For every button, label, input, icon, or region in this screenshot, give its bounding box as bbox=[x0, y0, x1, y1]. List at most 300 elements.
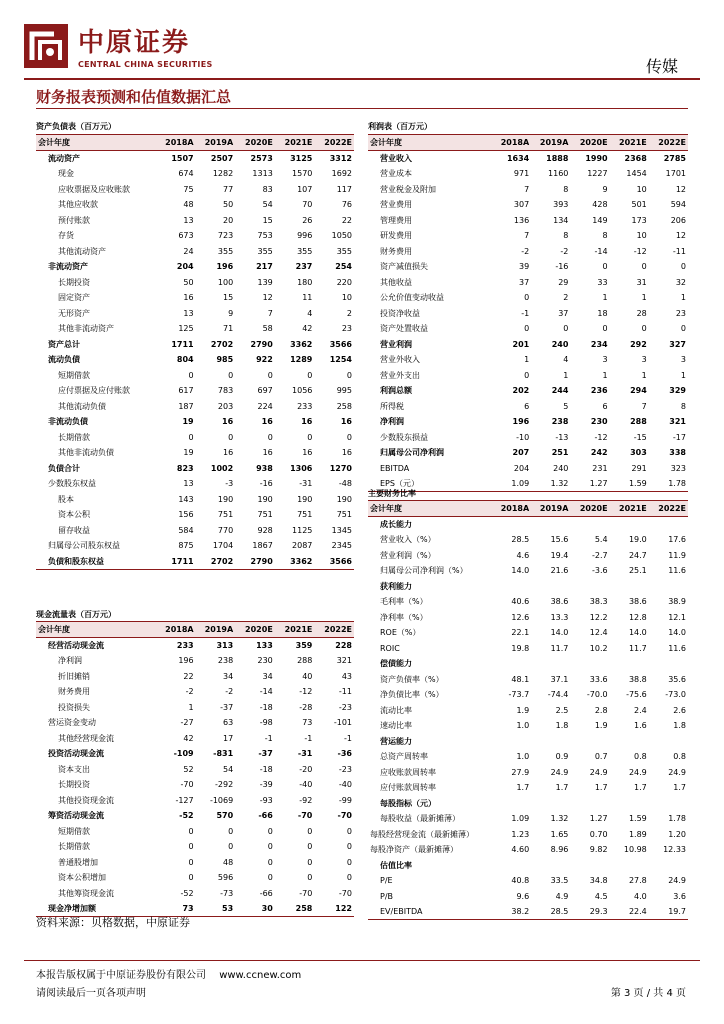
cell-value: 28 bbox=[636, 308, 647, 318]
cell-value: 40 bbox=[302, 671, 313, 681]
table-row bbox=[368, 213, 688, 229]
cell-value: 1050 bbox=[331, 231, 352, 241]
cell-value: -109 bbox=[173, 749, 194, 759]
cell-value: 2087 bbox=[292, 541, 313, 551]
row-label: 营业外支出 bbox=[380, 370, 420, 380]
row-label: 少数股东损益 bbox=[380, 432, 428, 442]
cell-value: 5.4 bbox=[594, 535, 608, 545]
cell-value: 14.0 bbox=[668, 628, 686, 638]
cell-value: 4.9 bbox=[555, 891, 569, 901]
cell-value: 0 bbox=[307, 842, 313, 852]
cell-value: 0 bbox=[680, 262, 686, 272]
table-row bbox=[368, 461, 688, 477]
row-label: 长期投资 bbox=[58, 780, 90, 790]
cell-value: 53 bbox=[196, 901, 236, 917]
cell-value: 27.9 bbox=[511, 767, 530, 777]
cell-value: 233 bbox=[297, 401, 313, 411]
cell-value: 1306 bbox=[290, 463, 313, 473]
cell-value: 1.59 bbox=[628, 814, 647, 824]
table-row bbox=[368, 259, 688, 275]
row-label: 财务费用 bbox=[58, 687, 90, 697]
cell-value: 134 bbox=[553, 215, 569, 225]
cell-value: 38.9 bbox=[668, 597, 686, 607]
cell-value: 1701 bbox=[665, 169, 686, 179]
cell-value: 207 bbox=[512, 448, 530, 458]
cell-value: 3 bbox=[680, 355, 686, 365]
cell-value: 823 bbox=[176, 463, 194, 473]
table-row bbox=[36, 259, 354, 275]
cell-value: 359 bbox=[295, 641, 313, 650]
cell-value: 1.7 bbox=[516, 783, 530, 793]
cell-value: -74.4 bbox=[547, 690, 569, 700]
logo-text: 中原证券 bbox=[78, 28, 191, 58]
row-label: 资产减值损失 bbox=[380, 262, 428, 272]
row-label: 净利润 bbox=[380, 417, 404, 427]
cell-value bbox=[649, 796, 688, 812]
cell-value: -70 bbox=[337, 811, 352, 821]
cell-value bbox=[531, 858, 570, 874]
row-label: 所得税 bbox=[380, 401, 404, 411]
table-row bbox=[368, 796, 688, 812]
cell-value: 875 bbox=[178, 541, 194, 551]
cell-value: -14 bbox=[594, 246, 608, 256]
cell-value bbox=[570, 858, 609, 874]
cell-value: 12.6 bbox=[511, 612, 530, 622]
cell-value: 2.8 bbox=[594, 705, 608, 715]
cell-value: -292 bbox=[215, 780, 234, 790]
title-divider bbox=[36, 108, 688, 109]
row-label: 其他经营现金流 bbox=[58, 733, 114, 743]
cell-value: 1.59 bbox=[610, 476, 649, 492]
row-label: 股本 bbox=[58, 494, 74, 504]
cell-value: 30 bbox=[235, 901, 275, 917]
cell-value: 4 bbox=[563, 355, 569, 365]
page-header bbox=[24, 20, 700, 80]
cell-value bbox=[610, 858, 649, 874]
column-header: 2022E bbox=[649, 135, 688, 151]
column-header: 2018A bbox=[492, 501, 531, 517]
financial-ratios-table bbox=[368, 500, 688, 920]
cell-value: 24.9 bbox=[550, 767, 569, 777]
cell-value: 0 bbox=[267, 370, 273, 380]
cell-value bbox=[610, 579, 649, 595]
cell-value bbox=[492, 517, 531, 533]
cell-value: 1692 bbox=[331, 169, 352, 179]
row-label: 其他应收款 bbox=[58, 200, 98, 210]
cell-value bbox=[610, 734, 649, 750]
cell-value: 2785 bbox=[663, 154, 686, 163]
cell-value: 751 bbox=[297, 510, 313, 520]
row-label: 净利率（%） bbox=[380, 612, 428, 622]
cell-value: -39 bbox=[259, 780, 273, 790]
cell-value: 996 bbox=[297, 231, 313, 241]
cell-value: 240 bbox=[553, 463, 569, 473]
cell-value: 7 bbox=[524, 184, 530, 194]
row-label: 其他收益 bbox=[380, 277, 412, 287]
table-row bbox=[36, 507, 354, 523]
row-label: 现金净增加额 bbox=[36, 901, 156, 917]
table-row bbox=[36, 777, 354, 793]
cell-value: -10 bbox=[516, 432, 530, 442]
cell-value: 355 bbox=[297, 246, 313, 256]
cell-value: 0 bbox=[307, 370, 313, 380]
cell-value: 19.8 bbox=[511, 643, 530, 653]
table-row bbox=[368, 414, 688, 430]
cell-value: 1254 bbox=[329, 355, 352, 365]
cell-value: 220 bbox=[336, 277, 352, 287]
row-label: 其他流动负债 bbox=[58, 401, 106, 411]
table-row bbox=[36, 793, 354, 809]
cell-value: 24.9 bbox=[589, 767, 608, 777]
cell-value: 16 bbox=[183, 293, 194, 303]
row-label: 短期借款 bbox=[58, 826, 90, 836]
cell-value: 9 bbox=[602, 184, 608, 194]
cell-value: -2 bbox=[560, 246, 569, 256]
row-label: 归属母公司净利润 bbox=[380, 448, 444, 458]
cell-value: -70.0 bbox=[586, 690, 608, 700]
cell-value bbox=[570, 517, 609, 533]
cell-value: 12.4 bbox=[589, 628, 608, 638]
row-label: 负债合计 bbox=[48, 463, 80, 473]
row-label: 营运资金变动 bbox=[48, 718, 96, 728]
table-row bbox=[368, 811, 688, 827]
cell-value: 1704 bbox=[212, 541, 234, 551]
cell-value: 71 bbox=[223, 324, 234, 334]
footer-disclaimer: 请阅读最后一页各项声明 bbox=[36, 988, 146, 999]
cell-value: 196 bbox=[178, 656, 194, 666]
cell-value: 139 bbox=[257, 277, 273, 287]
cell-value: 307 bbox=[513, 200, 530, 210]
cell-value: 12 bbox=[675, 231, 686, 241]
table-row bbox=[368, 445, 688, 461]
cell-value: 136 bbox=[513, 215, 530, 225]
row-label: 存货 bbox=[58, 231, 74, 241]
cell-value: 24.9 bbox=[668, 767, 686, 777]
column-header: 2020E bbox=[235, 135, 275, 151]
cell-value: -2 bbox=[521, 246, 530, 256]
cell-value: 1160 bbox=[548, 169, 569, 179]
cell-value: 29 bbox=[558, 277, 569, 287]
row-label: 其他非流动资产 bbox=[58, 324, 114, 334]
cell-value bbox=[570, 734, 609, 750]
table-row bbox=[36, 855, 354, 871]
cell-value bbox=[531, 796, 570, 812]
cell-value: 0 bbox=[680, 324, 686, 334]
table-row bbox=[368, 197, 688, 213]
cell-value: -23 bbox=[338, 764, 352, 774]
row-label: 筹资活动现金流 bbox=[48, 811, 104, 821]
table-row bbox=[36, 290, 354, 306]
cell-value: -37 bbox=[258, 749, 273, 759]
column-header: 2018A bbox=[492, 135, 531, 151]
row-label: 营运能力 bbox=[380, 736, 412, 746]
cell-value: 237 bbox=[295, 262, 313, 272]
cell-value: 1.32 bbox=[531, 476, 570, 492]
cell-value: -18 bbox=[259, 764, 273, 774]
cell-value: 0 bbox=[602, 262, 608, 272]
cell-value: 16 bbox=[340, 417, 352, 427]
cell-value: 11.7 bbox=[550, 643, 569, 653]
column-header: 2022E bbox=[649, 501, 688, 517]
cell-value: 7 bbox=[267, 308, 273, 318]
cell-value bbox=[570, 656, 609, 672]
cell-value: 77 bbox=[223, 184, 234, 194]
cell-value: 1 bbox=[680, 370, 686, 380]
cell-value bbox=[649, 579, 688, 595]
cell-value: 1.09 bbox=[511, 814, 530, 824]
cell-value: 922 bbox=[256, 355, 273, 365]
cell-value: 83 bbox=[262, 184, 273, 194]
cell-value: 1.27 bbox=[589, 814, 608, 824]
cell-value: 1570 bbox=[292, 169, 313, 179]
cell-value: 2.4 bbox=[634, 705, 647, 715]
cell-value bbox=[531, 579, 570, 595]
cell-value: 58 bbox=[262, 324, 273, 334]
column-header: 会计年度 bbox=[36, 622, 156, 638]
cell-value: 1 bbox=[641, 370, 647, 380]
cell-value: 180 bbox=[297, 277, 313, 287]
cell-value: 12.2 bbox=[589, 612, 608, 622]
table-row bbox=[368, 532, 688, 548]
cell-value: 22 bbox=[183, 671, 194, 681]
cell-value: -127 bbox=[175, 795, 194, 805]
cell-value: 149 bbox=[592, 215, 608, 225]
table-row bbox=[368, 151, 688, 167]
table-row bbox=[368, 548, 688, 564]
cell-value: 1.7 bbox=[594, 783, 608, 793]
cell-value: 8 bbox=[602, 231, 608, 241]
cell-value: 1888 bbox=[546, 154, 569, 163]
row-label: 应收票据及应收账款 bbox=[58, 184, 130, 194]
cell-value bbox=[570, 579, 609, 595]
row-label: 资产负债率（%） bbox=[380, 674, 444, 684]
cell-value: 19 bbox=[183, 448, 194, 458]
row-label: 营业税金及附加 bbox=[380, 184, 436, 194]
table-row bbox=[368, 594, 688, 610]
cell-value: 596 bbox=[217, 873, 234, 883]
cell-value: 1.7 bbox=[555, 783, 569, 793]
cell-value: 1.32 bbox=[550, 814, 569, 824]
row-label: 其他非流动负债 bbox=[58, 448, 114, 458]
table-header-row bbox=[36, 622, 354, 638]
row-label: 总资产周转率 bbox=[380, 752, 428, 762]
table-row bbox=[368, 337, 688, 353]
cell-value bbox=[610, 656, 649, 672]
row-label: 非流动资产 bbox=[48, 262, 88, 272]
column-header: 2019A bbox=[196, 135, 236, 151]
row-label: 折旧摊销 bbox=[58, 671, 90, 681]
cell-value: 1.8 bbox=[555, 721, 569, 731]
cell-value: 42 bbox=[302, 324, 313, 334]
cell-value: 1345 bbox=[331, 525, 352, 535]
cell-value: 3566 bbox=[314, 554, 354, 570]
column-header: 2018A bbox=[156, 622, 196, 638]
cell-value: 0 bbox=[307, 432, 313, 442]
column-header: 会计年度 bbox=[368, 135, 492, 151]
row-label: EPS（元） bbox=[368, 476, 492, 492]
row-label: 利润总额 bbox=[380, 386, 412, 396]
cell-value: 804 bbox=[176, 355, 194, 365]
cell-value: 14.0 bbox=[511, 566, 530, 576]
cell-value: 190 bbox=[257, 494, 273, 504]
cell-value: 34 bbox=[262, 671, 273, 681]
cell-value: -48 bbox=[338, 479, 352, 489]
cashflow-caption: 现金流量表（百万元） bbox=[36, 610, 116, 619]
row-label: 营业成本 bbox=[380, 169, 412, 179]
cell-value: 13 bbox=[183, 479, 194, 489]
cell-value bbox=[492, 579, 531, 595]
cell-value: 23 bbox=[675, 308, 686, 318]
cell-value: 674 bbox=[178, 169, 194, 179]
cell-value: 2702 bbox=[210, 339, 234, 349]
cell-value: -70 bbox=[338, 888, 352, 898]
cell-value: 0 bbox=[228, 370, 234, 380]
cell-value: 0 bbox=[307, 873, 313, 883]
column-header: 2019A bbox=[531, 135, 570, 151]
table-row bbox=[368, 166, 688, 182]
cell-value: 0 bbox=[346, 826, 352, 836]
cell-value: 291 bbox=[631, 463, 647, 473]
row-label: 公允价值变动收益 bbox=[380, 293, 444, 303]
column-header: 2019A bbox=[196, 622, 236, 638]
table-row bbox=[368, 641, 688, 657]
cell-value bbox=[649, 734, 688, 750]
cell-value: -1 bbox=[264, 733, 273, 743]
cell-value: 156 bbox=[178, 510, 194, 520]
cell-value: 3362 bbox=[290, 339, 313, 349]
cell-value: 11.9 bbox=[668, 550, 686, 560]
cell-value: 202 bbox=[512, 386, 530, 396]
cell-value: -93 bbox=[259, 795, 273, 805]
row-label: 每股指标（元） bbox=[380, 798, 436, 808]
cell-value bbox=[492, 796, 531, 812]
cell-value: 1 bbox=[680, 293, 686, 303]
cell-value bbox=[610, 796, 649, 812]
table-row bbox=[36, 166, 354, 182]
cell-value bbox=[492, 656, 531, 672]
row-label: 管理费用 bbox=[380, 215, 412, 225]
cell-value: 288 bbox=[630, 417, 647, 427]
table-row bbox=[36, 700, 354, 716]
cell-value: 783 bbox=[217, 386, 234, 396]
table-row bbox=[36, 476, 354, 492]
cell-value: 48 bbox=[223, 857, 234, 867]
website-link[interactable]: www.ccnew.com bbox=[219, 970, 302, 981]
cell-value: -27 bbox=[180, 718, 194, 728]
cell-value: 204 bbox=[513, 463, 530, 473]
cell-value: 107 bbox=[297, 184, 313, 194]
row-label: 其他投资现金流 bbox=[58, 795, 114, 805]
cell-value: 2 bbox=[346, 308, 352, 318]
cell-value: -98 bbox=[259, 718, 273, 728]
cell-value: 244 bbox=[551, 386, 569, 396]
table-row bbox=[368, 749, 688, 765]
sector-label: 传媒 bbox=[645, 57, 678, 76]
cell-value: 0 bbox=[641, 262, 647, 272]
row-label: 经营活动现金流 bbox=[48, 641, 104, 650]
cell-value: 292 bbox=[630, 339, 647, 349]
cell-value bbox=[649, 517, 688, 533]
cell-value: 9.6 bbox=[516, 891, 530, 901]
row-label: 资本公积增加 bbox=[58, 873, 106, 883]
cell-value: 1313 bbox=[252, 169, 273, 179]
cell-value: 240 bbox=[551, 339, 569, 349]
cell-value: 5 bbox=[563, 401, 569, 411]
cell-value: 1125 bbox=[292, 525, 313, 535]
cell-value: 63 bbox=[223, 718, 234, 728]
cell-value: 70 bbox=[302, 200, 313, 210]
cell-value: 1711 bbox=[171, 339, 194, 349]
company-logo-icon bbox=[24, 24, 68, 68]
cell-value: 13 bbox=[183, 308, 194, 318]
cell-value: 288 bbox=[297, 656, 313, 666]
cell-value: 12 bbox=[262, 293, 273, 303]
cell-value: 753 bbox=[257, 231, 273, 241]
cell-value: 4 bbox=[307, 308, 313, 318]
cell-value: 251 bbox=[551, 448, 569, 458]
logo-subtitle: CENTRAL CHINA SECURITIES bbox=[78, 60, 213, 69]
cell-value: 338 bbox=[669, 448, 686, 458]
table-row bbox=[36, 337, 354, 353]
cell-value: 230 bbox=[257, 656, 273, 666]
column-header: 2021E bbox=[275, 622, 315, 638]
cell-value: -23 bbox=[338, 702, 352, 712]
cell-value: 1.89 bbox=[628, 829, 647, 839]
row-label: 长期借款 bbox=[58, 842, 90, 852]
cell-value bbox=[649, 656, 688, 672]
cell-value: 217 bbox=[256, 262, 273, 272]
page-title: 财务报表预测和估值数据汇总 bbox=[36, 88, 232, 106]
cell-value: 1.27 bbox=[570, 476, 609, 492]
cell-value: 33.5 bbox=[550, 876, 569, 886]
cell-value: -31 bbox=[299, 479, 313, 489]
cell-value: 1.78 bbox=[668, 814, 686, 824]
cell-value: -2.7 bbox=[591, 550, 608, 560]
row-label: 负债和股东权益 bbox=[36, 554, 156, 570]
cell-value: 35.6 bbox=[668, 674, 686, 684]
cell-value: 10.2 bbox=[589, 643, 608, 653]
cell-value: 10.98 bbox=[623, 845, 647, 855]
cell-value: 15.6 bbox=[550, 535, 569, 545]
data-source: 资料来源：贝格数据，中原证券 bbox=[36, 916, 190, 929]
table-row bbox=[368, 579, 688, 595]
cell-value: -66 bbox=[258, 811, 273, 821]
column-header: 2021E bbox=[610, 135, 649, 151]
table-row bbox=[368, 383, 688, 399]
cell-value: 0 bbox=[188, 857, 194, 867]
cell-value: 196 bbox=[216, 262, 234, 272]
table-row bbox=[36, 244, 354, 260]
cell-value: 0 bbox=[524, 293, 530, 303]
cell-value: -3.6 bbox=[591, 566, 608, 576]
table-row bbox=[36, 653, 354, 669]
cell-value: 73 bbox=[302, 718, 313, 728]
row-label: 成长能力 bbox=[380, 520, 412, 529]
cell-value: 38.6 bbox=[628, 597, 647, 607]
cell-value: 0 bbox=[602, 324, 608, 334]
cell-value: 13 bbox=[183, 215, 194, 225]
cell-value: -13 bbox=[555, 432, 569, 442]
row-label: 投资净收益 bbox=[380, 308, 420, 318]
table-row bbox=[368, 765, 688, 781]
cell-value: 12.1 bbox=[668, 612, 686, 622]
cell-value: 501 bbox=[631, 200, 647, 210]
column-header: 会计年度 bbox=[368, 501, 492, 517]
column-header: 2022E bbox=[314, 622, 354, 638]
cell-value bbox=[610, 517, 649, 533]
row-label: 固定资产 bbox=[58, 293, 90, 303]
cell-value: 11.7 bbox=[628, 643, 647, 653]
